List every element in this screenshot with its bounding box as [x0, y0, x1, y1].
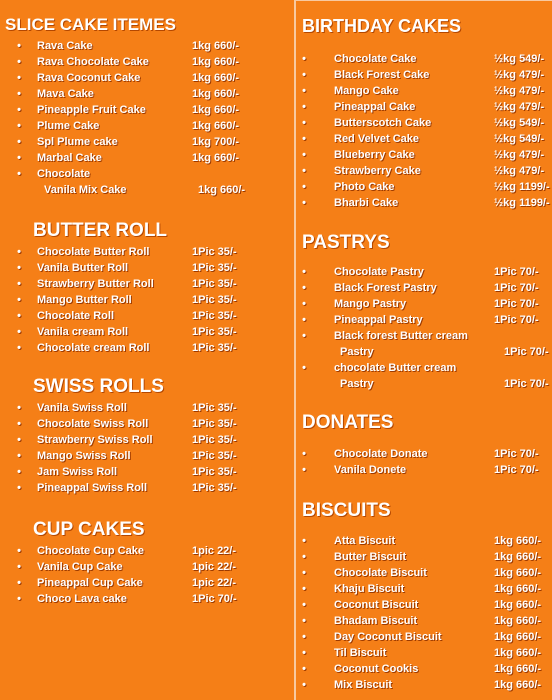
- menu-item-price: 1kg 700/-: [192, 136, 240, 148]
- menu-item: [0, 450, 294, 466]
- menu-item-name: Vanila Swiss Roll: [37, 402, 127, 414]
- bullet-icon: •: [302, 266, 306, 278]
- bullet-icon: •: [302, 583, 306, 595]
- menu-item-price: 1kg 660/-: [494, 583, 542, 595]
- menu-item: [296, 647, 552, 663]
- section-title-slice-cake-itemes: SLICE CAKE ITEMES: [5, 15, 176, 34]
- bullet-icon: •: [302, 282, 306, 294]
- bullet-icon: •: [17, 136, 21, 148]
- menu-item-price: ½kg 1199/-: [494, 197, 550, 209]
- menu-item-price: 1kg 660/-: [494, 567, 542, 579]
- menu-item-price: 1kg 660/-: [494, 599, 542, 611]
- bullet-icon: •: [302, 615, 306, 627]
- menu-item-price: ½kg 549/-: [494, 117, 545, 129]
- bullet-icon: •: [17, 278, 21, 290]
- menu-item: [296, 314, 552, 330]
- menu-item-price: 1Pic 35/-: [192, 466, 237, 478]
- menu-item-price: 1Pic 70/-: [192, 593, 237, 605]
- menu-item: [296, 117, 552, 133]
- bullet-icon: •: [302, 535, 306, 547]
- menu-item-price: 1kg 660/-: [494, 535, 542, 547]
- bullet-icon: •: [17, 450, 21, 462]
- menu-item: [0, 120, 294, 136]
- menu-item: [0, 262, 294, 278]
- menu-item-name: Vanila Donete: [334, 464, 407, 476]
- bullet-icon: •: [302, 197, 306, 209]
- menu-item-name: Chocolate Donate: [334, 448, 428, 460]
- bullet-icon: •: [17, 152, 21, 164]
- bullet-icon: •: [17, 310, 21, 322]
- menu-item: [296, 631, 552, 647]
- bullet-icon: •: [302, 679, 306, 691]
- menu-item-price: 1kg 660/-: [192, 72, 240, 84]
- bullet-icon: •: [17, 168, 21, 180]
- menu-item-name: Khaju Biscuit: [334, 583, 405, 595]
- menu-item-name: Strawberry Cake: [334, 165, 421, 177]
- menu-item-price: ½kg 479/-: [494, 85, 545, 97]
- menu-item-price: 1kg 660/-: [192, 88, 240, 100]
- menu-item-name: Chocolate Cup Cake: [37, 545, 144, 557]
- menu-item-price: 1pic 22/-: [192, 561, 237, 573]
- menu-item-name: Vanila Mix Cake: [44, 184, 127, 196]
- right-menu-column: [294, 0, 552, 700]
- bullet-icon: •: [302, 101, 306, 113]
- bullet-icon: •: [302, 464, 306, 476]
- menu-item-price: 1kg 660/-: [198, 184, 246, 196]
- menu-item-name: Chocolate cream Roll: [37, 342, 150, 354]
- menu-item-name: Pineappal Cake: [334, 101, 416, 113]
- bullet-icon: •: [302, 647, 306, 659]
- menu-item: [0, 246, 294, 262]
- menu-item-price: 1Pic 35/-: [192, 450, 237, 462]
- menu-item: [0, 561, 294, 577]
- menu-item: [296, 535, 552, 551]
- menu-item-name: Pastry: [340, 346, 374, 358]
- bullet-icon: •: [17, 577, 21, 589]
- menu-item: [296, 362, 552, 378]
- bullet-icon: •: [302, 117, 306, 129]
- bullet-icon: •: [17, 561, 21, 573]
- menu-item-name: Chocolate Pastry: [334, 266, 424, 278]
- menu-item-price: 1Pic 70/-: [504, 378, 549, 390]
- menu-item: [296, 282, 552, 298]
- section-title-cup-cakes: CUP CAKES: [33, 519, 145, 540]
- menu-item-name: Mango Swiss Roll: [37, 450, 131, 462]
- bullet-icon: •: [17, 342, 21, 354]
- menu-item-name: Black Forest Pastry: [334, 282, 437, 294]
- menu-item: [296, 181, 552, 197]
- menu-item-name: Strawberry Swiss Roll: [37, 434, 153, 446]
- menu-item-name: Jam Swiss Roll: [37, 466, 118, 478]
- menu-item-price: 1Pic 35/-: [192, 342, 237, 354]
- menu-item-name: Blueberry Cake: [334, 149, 415, 161]
- bullet-icon: •: [17, 434, 21, 446]
- menu-item: [296, 85, 552, 101]
- menu-item: [296, 599, 552, 615]
- menu-item-name: Rava Coconut Cake: [37, 72, 141, 84]
- bullet-icon: •: [302, 567, 306, 579]
- bullet-icon: •: [17, 246, 21, 258]
- menu-item-name: Chocolate: [37, 168, 91, 180]
- menu-item: [0, 40, 294, 56]
- menu-item: [296, 101, 552, 117]
- menu-item-name: Mava Cake: [37, 88, 94, 100]
- menu-item: [0, 278, 294, 294]
- menu-item: [296, 197, 552, 213]
- bullet-icon: •: [302, 599, 306, 611]
- bullet-icon: •: [17, 466, 21, 478]
- menu-item-price: 1Pic 70/-: [494, 314, 539, 326]
- menu-item-name: Butter Biscuit: [334, 551, 407, 563]
- menu-item: [296, 266, 552, 282]
- menu-item: [296, 448, 552, 464]
- bullet-icon: •: [302, 85, 306, 97]
- menu-item-name: Rava Chocolate Cake: [37, 56, 149, 68]
- menu-item-price: ½kg 479/-: [494, 101, 545, 113]
- menu-item: [296, 378, 552, 394]
- menu-item-price: 1Pic 35/-: [192, 418, 237, 430]
- menu-item: [0, 593, 294, 609]
- bullet-icon: •: [17, 402, 21, 414]
- menu-item: [296, 133, 552, 149]
- menu-item-name: Mango Butter Roll: [37, 294, 132, 306]
- menu-item-price: ½kg 479/-: [494, 69, 545, 81]
- menu-item-price: 1Pic 35/-: [192, 402, 237, 414]
- menu-item-price: 1kg 660/-: [192, 104, 240, 116]
- menu-item: [0, 184, 294, 200]
- menu-item: [296, 298, 552, 314]
- bullet-icon: •: [17, 56, 21, 68]
- menu-item-name: Chocolate Roll: [37, 310, 115, 322]
- menu-item-name: chocolate Butter cream: [334, 362, 457, 374]
- menu-item: [0, 434, 294, 450]
- bullet-icon: •: [302, 551, 306, 563]
- menu-item: [0, 168, 294, 184]
- menu-item-name: Pineapple Fruit Cake: [37, 104, 146, 116]
- menu-item: [0, 152, 294, 168]
- menu-item-price: 1kg 660/-: [494, 615, 542, 627]
- menu-item-name: Chocolate Swiss Roll: [37, 418, 149, 430]
- bullet-icon: •: [302, 165, 306, 177]
- menu-item-name: Spl Plume cake: [37, 136, 118, 148]
- menu-item-name: Choco Lava cake: [37, 593, 127, 605]
- bullet-icon: •: [302, 314, 306, 326]
- bullet-icon: •: [302, 448, 306, 460]
- bullet-icon: •: [17, 262, 21, 274]
- menu-item: [296, 679, 552, 695]
- menu-item-name: Red Velvet Cake: [334, 133, 419, 145]
- menu-item-name: Photo Cake: [334, 181, 395, 193]
- menu-item: [0, 342, 294, 358]
- menu-item-name: Mix Biscuit: [334, 679, 393, 691]
- bullet-icon: •: [302, 133, 306, 145]
- menu-item: [296, 69, 552, 85]
- menu-item: [0, 418, 294, 434]
- menu-item: [0, 56, 294, 72]
- menu-item: [296, 165, 552, 181]
- menu-item-name: Pineappal Swiss Roll: [37, 482, 148, 494]
- bullet-icon: •: [302, 330, 306, 342]
- menu-item: [0, 326, 294, 342]
- bullet-icon: •: [17, 418, 21, 430]
- menu-item-name: Chocolate Cake: [334, 53, 417, 65]
- menu-item-name: Vanila Butter Roll: [37, 262, 129, 274]
- menu-item: [296, 346, 552, 362]
- bullet-icon: •: [302, 149, 306, 161]
- menu-item-price: 1Pic 70/-: [494, 282, 539, 294]
- menu-item: [0, 104, 294, 120]
- menu-item-price: 1kg 660/-: [494, 551, 542, 563]
- section-title-pastrys: PASTRYS: [302, 232, 390, 253]
- menu-item: [0, 294, 294, 310]
- menu-item-price: 1Pic 70/-: [504, 346, 549, 358]
- bullet-icon: •: [302, 298, 306, 310]
- menu-item-name: Strawberry Butter Roll: [37, 278, 154, 290]
- bullet-icon: •: [302, 663, 306, 675]
- menu-item-name: Pastry: [340, 378, 374, 390]
- menu-item-name: Mango Pastry: [334, 298, 407, 310]
- menu-item-price: 1Pic 70/-: [494, 298, 539, 310]
- menu-item: [296, 583, 552, 599]
- bullet-icon: •: [302, 181, 306, 193]
- bullet-icon: •: [17, 482, 21, 494]
- menu-item: [296, 551, 552, 567]
- menu-item-name: Rava Cake: [37, 40, 93, 52]
- bullet-icon: •: [302, 631, 306, 643]
- menu-item-name: Pineappal Cup Cake: [37, 577, 143, 589]
- bullet-icon: •: [302, 69, 306, 81]
- menu-item-price: 1Pic 35/-: [192, 278, 237, 290]
- menu-item: [0, 402, 294, 418]
- menu-item-name: Atta Biscuit: [334, 535, 396, 547]
- menu-item-price: 1Pic 35/-: [192, 262, 237, 274]
- menu-item: [296, 615, 552, 631]
- menu-item: [296, 464, 552, 480]
- bullet-icon: •: [17, 40, 21, 52]
- menu-item-name: Bhadam Biscuit: [334, 615, 418, 627]
- menu-item-price: 1Pic 70/-: [494, 266, 539, 278]
- section-title-biscuits: BISCUITS: [302, 500, 391, 521]
- menu-item-name: Coconut Cookis: [334, 663, 419, 675]
- menu-item-name: Bharbi Cake: [334, 197, 399, 209]
- bullet-icon: •: [302, 362, 306, 374]
- menu-item: [296, 53, 552, 69]
- menu-item-name: Butterscotch Cake: [334, 117, 432, 129]
- menu-item-name: Vanila cream Roll: [37, 326, 129, 338]
- bullet-icon: •: [17, 120, 21, 132]
- menu-item: [0, 577, 294, 593]
- bullet-icon: •: [17, 593, 21, 605]
- bullet-icon: •: [17, 72, 21, 84]
- menu-item-name: Chocolate Biscuit: [334, 567, 427, 579]
- menu-item-price: 1kg 660/-: [494, 679, 542, 691]
- menu-item-name: Black forest Butter cream: [334, 330, 468, 342]
- menu-item: [296, 663, 552, 679]
- menu-item-price: ½kg 479/-: [494, 165, 545, 177]
- menu-item: [0, 482, 294, 498]
- section-title-birthday-cakes: BIRTHDAY CAKES: [302, 16, 462, 36]
- menu-item-name: Vanila Cup Cake: [37, 561, 123, 573]
- bullet-icon: •: [17, 88, 21, 100]
- menu-item-price: ½kg 549/-: [494, 53, 545, 65]
- menu-item-price: 1Pic 35/-: [192, 246, 237, 258]
- menu-item: [0, 466, 294, 482]
- menu-item-name: Chocolate Butter Roll: [37, 246, 150, 258]
- section-title-swiss-rolls: SWISS ROLLS: [33, 376, 164, 397]
- menu-item-name: Black Forest Cake: [334, 69, 430, 81]
- menu-item: [0, 72, 294, 88]
- menu-item-price: 1pic 22/-: [192, 545, 237, 557]
- menu-item-price: 1Pic 70/-: [494, 464, 539, 476]
- bullet-icon: •: [17, 326, 21, 338]
- menu-item-price: 1Pic 35/-: [192, 482, 237, 494]
- menu-item-price: 1kg 660/-: [192, 152, 240, 164]
- menu-item: [0, 136, 294, 152]
- menu-item-name: Coconut Biscuit: [334, 599, 419, 611]
- bullet-icon: •: [17, 104, 21, 116]
- menu-item-price: 1kg 660/-: [192, 56, 240, 68]
- menu-item-price: 1kg 660/-: [192, 120, 240, 132]
- menu-item-name: Til Biscuit: [334, 647, 387, 659]
- menu-item-price: 1kg 660/-: [192, 40, 240, 52]
- menu-item-price: 1kg 660/-: [494, 663, 542, 675]
- menu-item-name: Day Coconut Biscuit: [334, 631, 442, 643]
- bullet-icon: •: [302, 53, 306, 65]
- bullet-icon: •: [17, 294, 21, 306]
- menu-item: [0, 310, 294, 326]
- menu-item-price: ½kg 479/-: [494, 149, 545, 161]
- menu-item-price: 1pic 22/-: [192, 577, 237, 589]
- menu-item-price: 1kg 660/-: [494, 631, 542, 643]
- menu-item-name: Pineappal Pastry: [334, 314, 423, 326]
- menu-item-price: ½kg 1199/-: [494, 181, 550, 193]
- section-title-butter-roll: BUTTER ROLL: [33, 220, 168, 241]
- menu-item-price: 1kg 660/-: [494, 647, 542, 659]
- menu-item-name: Plume Cake: [37, 120, 100, 132]
- menu-item-price: 1Pic 70/-: [494, 448, 539, 460]
- menu-item: [0, 545, 294, 561]
- bullet-icon: •: [17, 545, 21, 557]
- menu-item: [296, 567, 552, 583]
- menu-item: [296, 149, 552, 165]
- menu-item: [296, 330, 552, 346]
- menu-item: [0, 88, 294, 104]
- menu-item-name: Marbal Cake: [37, 152, 102, 164]
- menu-item-price: 1Pic 35/-: [192, 310, 237, 322]
- menu-item-price: ½kg 549/-: [494, 133, 545, 145]
- menu-item-price: 1Pic 35/-: [192, 294, 237, 306]
- menu-item-name: Mango Cake: [334, 85, 399, 97]
- menu-item-price: 1Pic 35/-: [192, 326, 237, 338]
- section-title-donates: DONATES: [302, 412, 394, 433]
- menu-item-price: 1Pic 35/-: [192, 434, 237, 446]
